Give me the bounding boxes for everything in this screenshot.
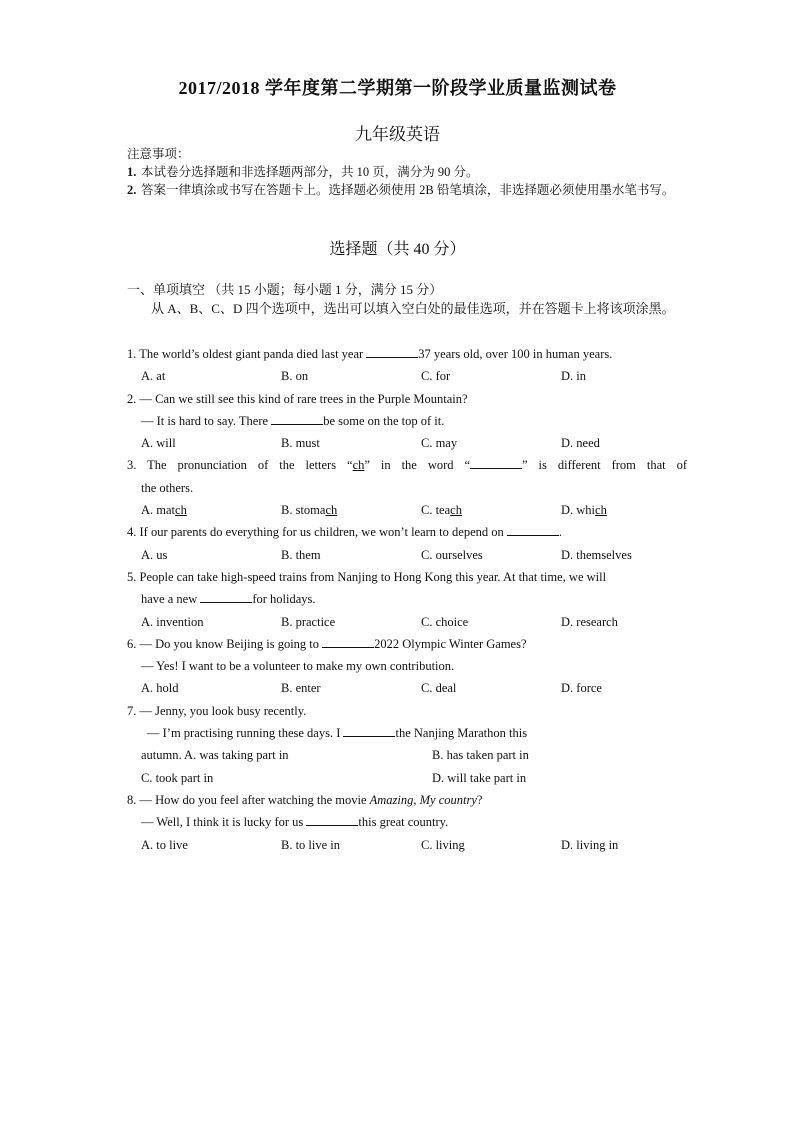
question-text: 4. If our parents do everything for us children, we won’t learn to depend on	[127, 525, 507, 540]
question-5: 5. People can take high-speed trains from Nanjing to Hong Kong this year. At that time, we will	[127, 569, 607, 584]
option-a: autumn. A. was taking part in	[141, 748, 289, 763]
answer-blank	[200, 588, 252, 603]
option-c: C. teach	[421, 503, 462, 518]
option-d: D. which	[561, 503, 607, 518]
question-8	[127, 789, 687, 811]
underlined-letters: ch	[352, 458, 365, 473]
question-4	[127, 521, 687, 543]
notes-heading: 注意事项：	[127, 147, 190, 161]
part-one-header	[127, 280, 687, 318]
question-text: be some on the top of it.	[323, 413, 445, 428]
option-b: B. practice	[281, 614, 336, 629]
question-2: 2. — Can we still see this kind of rare trees in the Purple Mountain?	[127, 391, 468, 406]
options-row	[127, 365, 687, 387]
option-d: D. living in	[561, 837, 619, 852]
question-text: have a new	[141, 592, 201, 607]
question-text: — Well, I think it is lucky for us	[141, 815, 307, 830]
option-c: C. ourselves	[421, 547, 483, 562]
question-text: ” is different from that of	[522, 458, 687, 473]
option-a: A. hold	[141, 681, 179, 696]
answer-blank	[507, 521, 559, 536]
options-row	[127, 767, 687, 789]
question-text: 37 years old, over 100 in human years.	[418, 347, 613, 361]
note-text: 答案一律填涂或书写在答题卡上。选择题必须使用 2B 铅笔填涂，非选择题必须使用墨水笔书写。	[141, 183, 675, 197]
option-c: C. may	[421, 436, 458, 451]
question-text: ?	[476, 792, 483, 807]
options-row	[127, 744, 687, 766]
options-row	[127, 834, 687, 856]
question-text: — It is hard to say. There	[141, 413, 272, 428]
option-d: D. research	[561, 614, 618, 629]
question-text: this great country.	[358, 815, 449, 830]
part-heading: 一、单项填空 （共 15 小题；每小题 1 分，满分 15 分）	[127, 282, 443, 297]
note-item	[127, 163, 687, 181]
question-list	[127, 343, 687, 856]
option-c: C. choice	[421, 614, 469, 629]
option-b: B. to live in	[281, 837, 341, 852]
question-text: .	[558, 525, 562, 540]
section-title: 选择题（共 40 分）	[329, 241, 466, 258]
option-d: D. will take part in	[432, 770, 527, 785]
option-b: B. them	[281, 547, 321, 562]
option-a: A. invention	[141, 614, 204, 629]
question-text: 6. — Do you know Beijing is going to	[127, 636, 323, 651]
option-c: C. living	[421, 837, 465, 852]
option-c: C. took part in	[141, 770, 214, 785]
option-b: B. on	[281, 369, 309, 384]
question-text: — I’m practising running these days. I	[147, 726, 344, 741]
options-row	[127, 677, 687, 699]
options-row	[127, 499, 687, 521]
question-text: 1. The world’s oldest giant panda died last year	[127, 347, 367, 361]
question-text: 8. — How do you feel after watching the movie	[127, 792, 370, 807]
option-b: B. stomach	[281, 503, 338, 518]
option-b: B. enter	[281, 681, 321, 696]
question-text: for holidays.	[252, 592, 316, 607]
option-d: D. in	[561, 369, 586, 384]
question-text: 3. The pronunciation of the letters “	[127, 458, 353, 473]
question-5-cont	[127, 588, 687, 610]
note-text: 本试卷分选择题和非选择题两部分，共 10 页，满分为 90 分。	[141, 165, 479, 179]
answer-blank	[271, 410, 323, 425]
question-7-reply	[127, 722, 687, 744]
question-3	[127, 454, 687, 476]
notes-block	[127, 145, 687, 199]
exam-subject: 九年级英语	[355, 125, 440, 144]
options-row	[127, 432, 687, 454]
question-text: ” in the word “	[364, 458, 471, 473]
option-d: D. themselves	[561, 547, 632, 562]
question-text: the Nanjing Marathon this	[395, 726, 528, 741]
answer-blank	[343, 722, 395, 737]
options-row	[127, 544, 687, 566]
question-2-reply	[127, 410, 687, 432]
question-1	[127, 343, 687, 365]
option-a: A. at	[141, 369, 166, 384]
answer-blank	[470, 454, 522, 469]
movie-title: Amazing, My country	[369, 792, 477, 807]
option-d: D. need	[561, 436, 600, 451]
question-6	[127, 633, 687, 655]
option-d: D. force	[561, 681, 602, 696]
question-text: 2022 Olympic Winter Games?	[374, 636, 527, 651]
option-a: A. to live	[141, 837, 188, 852]
answer-blank	[322, 633, 374, 648]
option-a: A. us	[141, 547, 168, 562]
option-b: B. must	[281, 436, 320, 451]
exam-title: 2017/2018 学年度第二学期第一阶段学业质量监测试卷	[178, 78, 617, 98]
option-c: C. for	[421, 369, 451, 384]
options-row	[127, 611, 687, 633]
question-7: 7. — Jenny, you look busy recently.	[127, 703, 307, 718]
option-c: C. deal	[421, 681, 457, 696]
question-8-reply	[127, 811, 687, 833]
note-number: 1.	[127, 165, 137, 179]
note-number: 2.	[127, 183, 137, 197]
question-3-cont: the others.	[141, 480, 194, 495]
answer-blank	[366, 343, 418, 358]
answer-blank	[306, 811, 358, 826]
note-item	[127, 181, 687, 199]
option-b: B. has taken part in	[432, 748, 529, 763]
part-instruction: 从 A、B、C、D 四个选项中，选出可以填入空白处的最佳选项，并在答题卡上将该项涂黑。	[151, 301, 675, 316]
question-6-reply: — Yes! I want to be a volunteer to make my own contribution.	[141, 659, 455, 674]
option-a: A. will	[141, 436, 176, 451]
option-a: A. match	[141, 503, 187, 518]
